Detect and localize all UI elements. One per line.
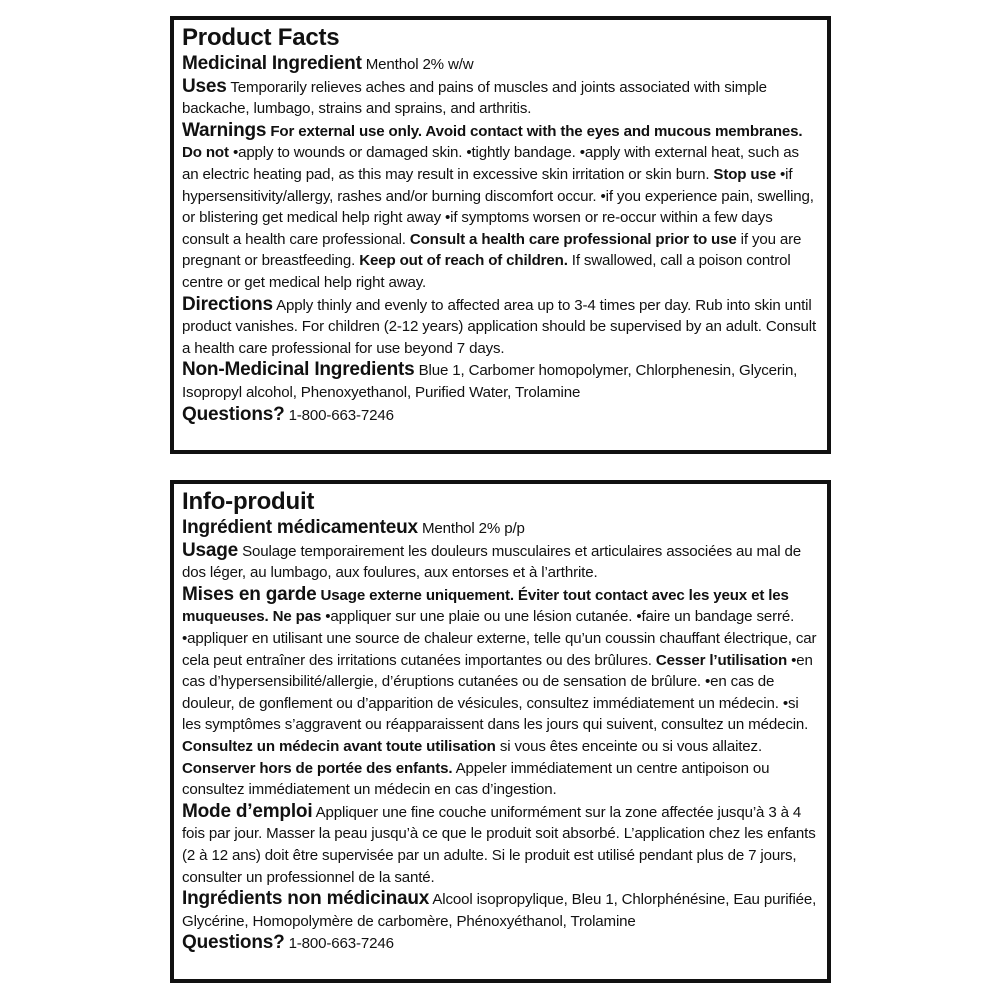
section-heading: Uses bbox=[182, 75, 227, 97]
panel-title: Product Facts bbox=[182, 24, 340, 51]
section-heading: Warnings bbox=[182, 119, 267, 141]
warning-consult-label: Consult a health care professional prior to use bbox=[409, 230, 737, 248]
questions-section bbox=[182, 932, 819, 955]
warning-stop-use-text: •en cas d’hypersensibilité/allergie, d’éruptions cutanées ou de sensation de brûlure. •en cas de douleur, de gonflement ou d’apparition de vésicules, consultez immédiatement un médecin. •si les symptômes s’aggravent ou réapparaissent dans les jours qui suivent, consultez un médecin. bbox=[182, 651, 813, 734]
questions-section bbox=[182, 404, 819, 427]
warning-consult-label: Consultez un médecin avant toute utilisation bbox=[182, 737, 496, 755]
directions-section bbox=[182, 801, 819, 888]
warning-do-not-label: Do not bbox=[182, 144, 229, 162]
section-heading: Usage bbox=[182, 539, 239, 561]
warnings-section bbox=[182, 120, 819, 294]
warning-consult-text: if you are pregnant or breastfeeding. bbox=[182, 230, 802, 270]
section-heading: Questions? bbox=[182, 932, 285, 954]
warning-do-not-text: •appliquer sur une plaie ou une lésion cutanée. •faire un bandage serré. •appliquer en utilisant une source de chaleur externe, telle qu’un coussin chauffant électrique, car cela peut entraîner des irritations cutanées importantes ou des brûlures. bbox=[182, 608, 817, 669]
warning-keep-out-text: If swallowed, call a poison control centre or get medical help right away. bbox=[182, 252, 791, 291]
panel-title: Info-produit bbox=[182, 488, 315, 515]
section-text: Blue 1, Carbomer homopolymer, Chlorphenesin, Glycerin, Isopropyl alcohol, Phenoxyethanol, Purified Water, Trolamine bbox=[182, 362, 798, 401]
warning-stop-use-text: •if hypersensitivity/allergy, rashes and/or burning discomfort occur. •if you experience pain, swelling, or blistering get medical help right away •if symptoms worsen or re-occur within a few days consult a health care professional. bbox=[182, 165, 814, 248]
section-text: Alcool isopropylique, Bleu 1, Chlorphénésine, Eau purifiée, Glycérine, Homopolymère de carbomère, Phénoxyéthanol, Trolamine bbox=[182, 891, 817, 930]
medicinal-ingredient-section bbox=[182, 517, 819, 540]
warning-do-not-text: •apply to wounds or damaged skin. •tightly bandage. •apply with external heat, such as an electric heating pad, as this may result in excessive skin irritation or skin burn. bbox=[182, 144, 799, 183]
uses-section bbox=[182, 76, 819, 120]
non-medicinal-section bbox=[182, 888, 819, 932]
warning-stop-use-label: Cesser l’utilisation bbox=[655, 651, 788, 669]
warning-external-use: Usage externe uniquement. Éviter tout contact avec les yeux et les muqueuses. bbox=[182, 586, 789, 626]
section-text: Temporarily relieves aches and pains of muscles and joints associated with simple backache, lumbago, strains and sprains, and arthritis. bbox=[182, 78, 767, 118]
section-heading: Non-Medicinal Ingredients bbox=[182, 359, 415, 381]
section-heading: Medicinal Ingredient bbox=[182, 53, 362, 74]
section-text: Menthol 2% p/p bbox=[421, 520, 525, 537]
directions-section bbox=[182, 294, 819, 360]
section-text: Appliquer une fine couche uniformément sur la zone affectée jusqu’à 3 à 4 fois par jour. Masser la peau jusqu’à ce que le produit soit absorbé. L’application chez les enfants (2 à 12 ans) doit être supervisée par un adulte. Si le produit est utilisé pendant plus de 7 jours, consulter un professionnel de la santé. bbox=[182, 803, 816, 886]
warning-keep-out-text: Appeler immédiatement un centre antipoison ou consultez immédiatement un médecin en cas d’ingestion. bbox=[182, 759, 770, 799]
warnings-section bbox=[182, 584, 819, 801]
section-text: Apply thinly and evenly to affected area up to 3-4 times per day. Rub into skin until product vanishes. For children (2-12 years) application should be supervised by an adult. Consult a health care professional for use beyond 7 days. bbox=[182, 296, 817, 357]
usage-section bbox=[182, 540, 819, 584]
warning-do-not-label: Ne pas bbox=[272, 608, 322, 626]
non-medicinal-section bbox=[182, 359, 819, 403]
product-facts-panel-fr bbox=[170, 480, 831, 983]
phone-number: 1-800-663-7246 bbox=[288, 935, 394, 953]
section-heading: Questions? bbox=[182, 403, 285, 425]
section-heading: Directions bbox=[182, 293, 273, 315]
section-text: Soulage temporairement les douleurs musculaires et articulaires associées au mal de dos léger, au lumbago, aux foulures, aux entorses et à l’arthrite. bbox=[182, 542, 801, 582]
product-facts-panel-en bbox=[170, 16, 831, 454]
warning-keep-out-label: Keep out of reach of children. bbox=[359, 252, 568, 270]
warning-keep-out-label: Conserver hors de portée des enfants. bbox=[182, 759, 453, 777]
warning-consult-text: si vous êtes enceinte ou si vous allaitez. bbox=[499, 737, 762, 755]
warning-stop-use-label: Stop use bbox=[713, 165, 776, 183]
medicinal-ingredient-section bbox=[182, 53, 819, 76]
section-heading: Ingrédient médicamenteux bbox=[182, 517, 418, 538]
section-text: Menthol 2% w/w bbox=[365, 56, 474, 73]
phone-number: 1-800-663-7246 bbox=[288, 406, 394, 424]
section-heading: Ingrédients non médicinaux bbox=[182, 888, 430, 910]
section-heading: Mises en garde bbox=[182, 583, 317, 605]
section-heading: Mode d’emploi bbox=[182, 800, 313, 822]
warning-external-use: For external use only. Avoid contact with the eyes and mucous membranes. bbox=[270, 122, 803, 140]
